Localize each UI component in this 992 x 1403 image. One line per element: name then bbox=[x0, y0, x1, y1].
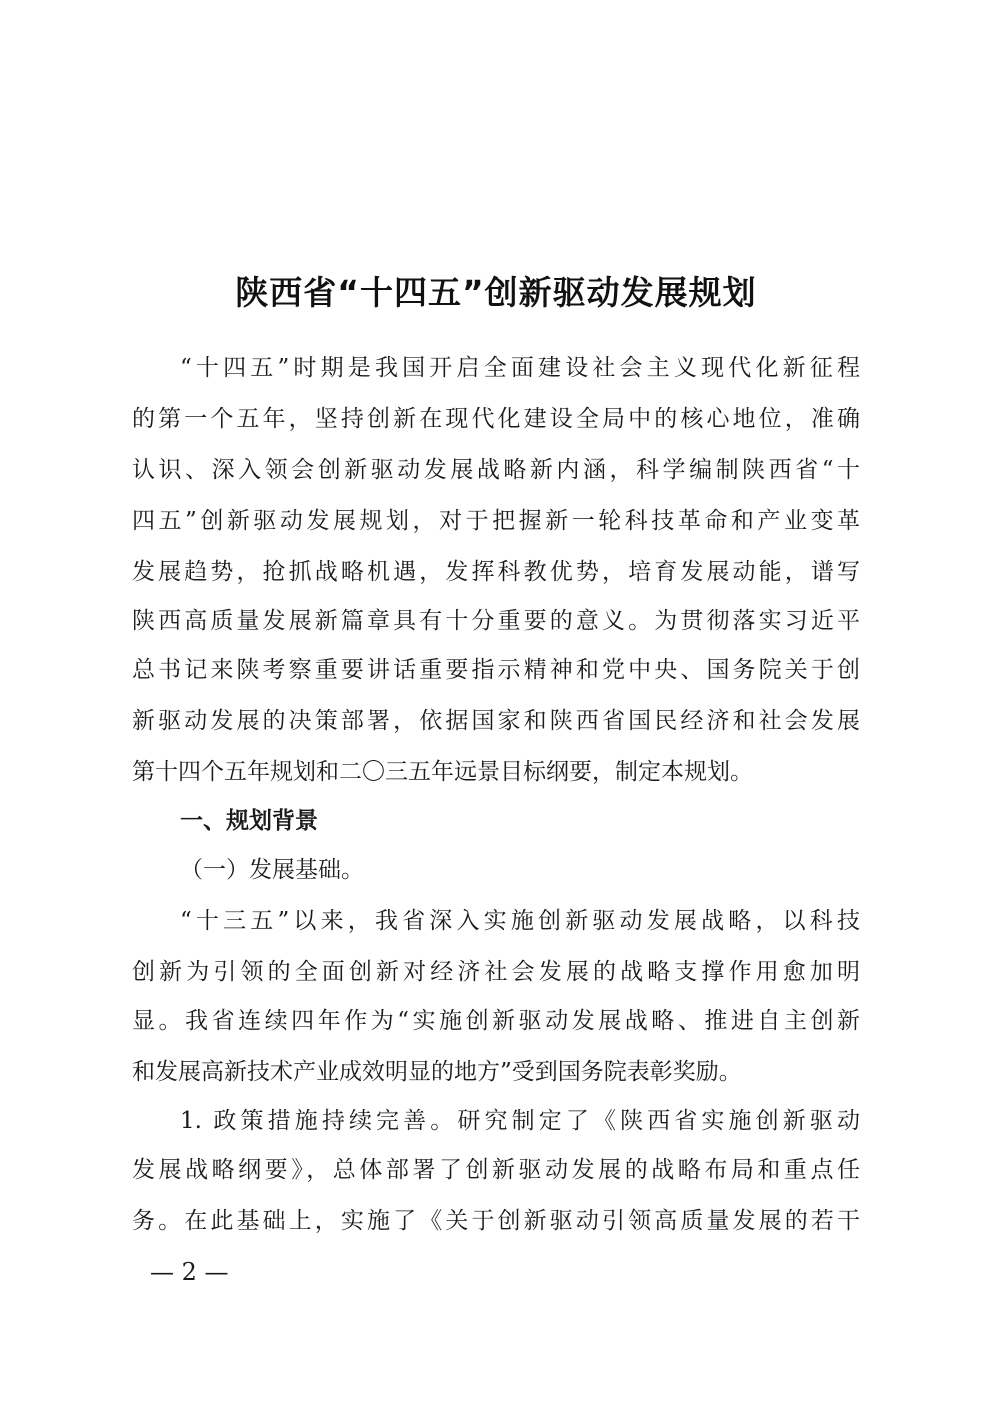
body-line: “十三五”以来，我省深入实施创新驱动发展战略，以科技 bbox=[180, 908, 860, 934]
intro-line: 陕西高质量发展新篇章具有十分重要的意义。为贯彻落实习近平 bbox=[132, 608, 860, 634]
section-heading: 一、规划背景 bbox=[180, 808, 318, 834]
subsection-heading: （一）发展基础。 bbox=[180, 857, 364, 883]
intro-line: “十四五”时期是我国开启全面建设社会主义现代化新征程 bbox=[180, 355, 860, 381]
page-number: — 2 — bbox=[150, 1258, 229, 1286]
intro-line: 四五”创新驱动发展规划，对于把握新一轮科技革命和产业变革 bbox=[132, 508, 860, 534]
intro-line: 新驱动发展的决策部署，依据国家和陕西省国民经济和社会发展 bbox=[132, 708, 860, 734]
intro-line: 总书记来陕考察重要讲话重要指示精神和党中央、国务院关于创 bbox=[132, 657, 860, 683]
body-line: 发展战略纲要》，总体部署了创新驱动发展的战略布局和重点任 bbox=[132, 1157, 860, 1183]
body-line: 创新为引领的全面创新对经济社会发展的战略支撑作用愈加明 bbox=[132, 959, 860, 985]
body-line: 1. 政策措施持续完善。研究制定了《陕西省实施创新驱动 bbox=[180, 1108, 860, 1134]
document-title: 陕西省“十四五”创新驱动发展规划 bbox=[235, 273, 757, 312]
intro-line: 的第一个五年，坚持创新在现代化建设全局中的核心地位，准确 bbox=[132, 406, 860, 432]
intro-line: 认识、深入领会创新驱动发展战略新内涵，科学编制陕西省“十 bbox=[132, 457, 860, 483]
body-line: 显。我省连续四年作为“实施创新驱动发展战略、推进自主创新 bbox=[132, 1008, 860, 1034]
intro-line: 第十四个五年规划和二〇三五年远景目标纲要，制定本规划。 bbox=[132, 759, 753, 785]
body-line: 和发展高新技术产业成效明显的地方”受到国务院表彰奖励。 bbox=[132, 1059, 742, 1085]
intro-line: 发展趋势，抢抓战略机遇，发挥科教优势，培育发展动能，谱写 bbox=[132, 559, 860, 585]
body-line: 务。在此基础上，实施了《关于创新驱动引领高质量发展的若干 bbox=[132, 1208, 860, 1234]
